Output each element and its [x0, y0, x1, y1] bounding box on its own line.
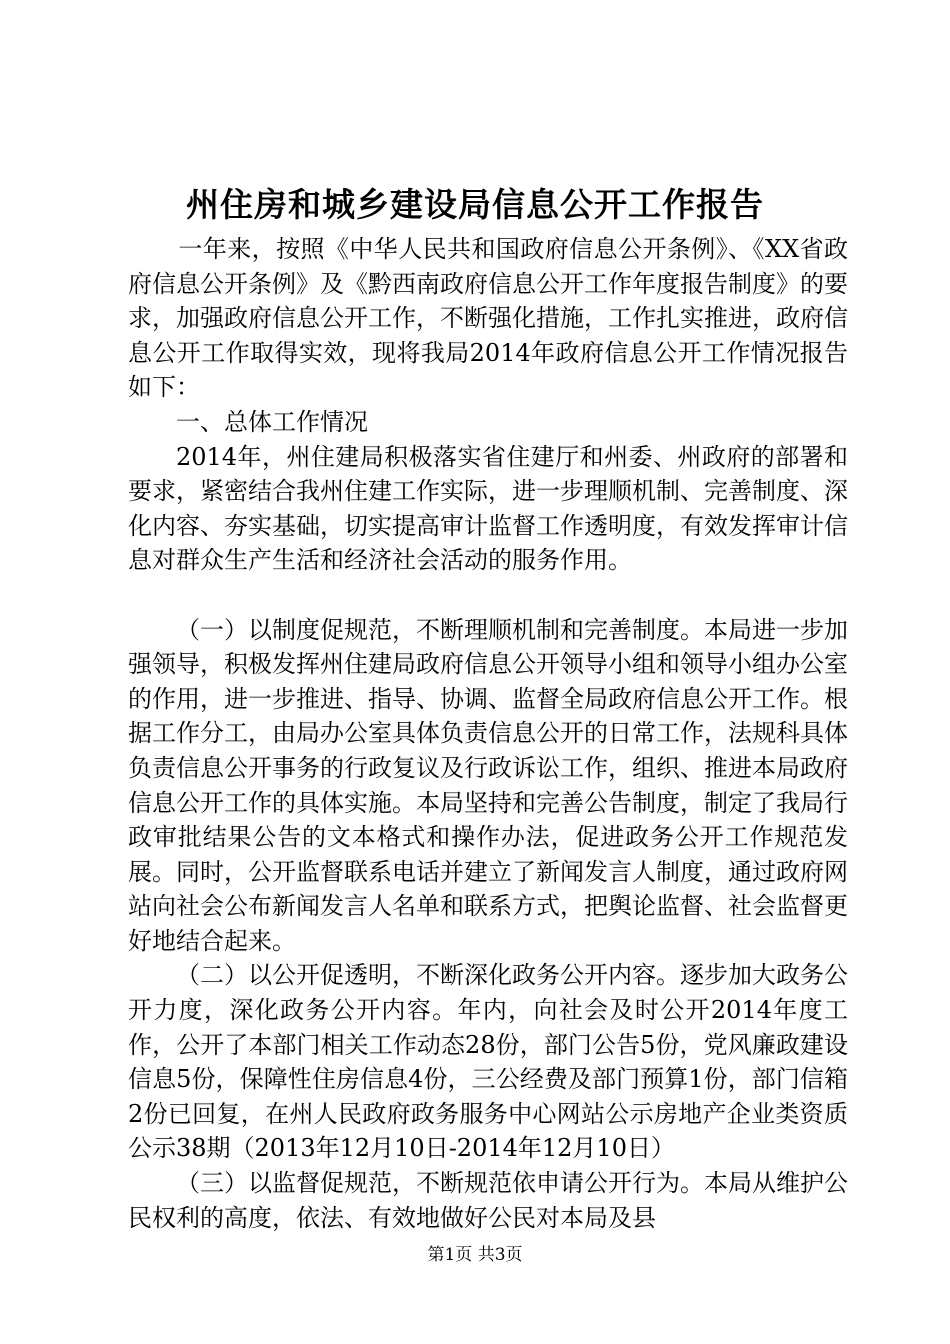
- subsection-2-paragraph: （二）以公开促透明，不断深化政务公开内容。逐步加大政务公开力度，深化政务公开内容。年内，向社会及时公开2014年度工作，公开了本部门相关工作动态28份，部门公告5份，党风廉政建设信息5份，保障性住房信息4份，三公经费及部门预算1份，部门信箱2份已回复，在州人民政府政务服务中心网站公示房地产企业类资质公示38期（2013年12月10日-2014年12月10日）: [128, 961, 848, 1163]
- subsection-3-paragraph: （三）以监督促规范，不断规范依申请公开行为。本局从维护公民权利的高度，依法、有效地做好公民对本局及县: [128, 1169, 848, 1232]
- page-number-footer: 第1页 共3页: [427, 1245, 523, 1265]
- paragraph-spacer: [128, 578, 848, 613]
- document-body: [128, 232, 848, 1235]
- document-title: 州住房和城乡建设局信息公开工作报告: [186, 185, 764, 224]
- subsection-1-paragraph: （一）以制度促规范，不断理顺机制和完善制度。本局进一步加强领导，积极发挥州住建局政府信息公开领导小组和领导小组办公室的作用，进一步推进、指导、协调、监督全局政府信息公开工作。根据工作分工，由局办公室具体负责信息公开的日常工作，法规科具体负责信息公开事务的行政复议及行政诉讼工作，组织、推进本局政府信息公开工作的具体实施。本局坚持和完善公告制度，制定了我局行政审批结果公告的文本格式和操作办法，促进政务公开工作规范发展。同时，公开监督联系电话并建立了新闻发言人制度，通过政府网站向社会公布新闻发言人名单和联系方式，把舆论监督、社会监督更好地结合起来。: [128, 615, 848, 955]
- section-heading: 一、总体工作情况: [176, 407, 368, 436]
- intro-paragraph: 一年来，按照《中华人民共和国政府信息公开条例》、《XX省政府信息公开条例》及《黔西南政府信息公开工作年度报告制度》的要求，加强政府信息公开工作，不断强化措施，工作扎实推进，政府信息公开工作取得实效，现将我局2014年政府信息公开工作情况报告如下：: [128, 235, 848, 402]
- overview-paragraph: 2014年，州住建局积极落实省住建厅和州委、州政府的部署和要求，紧密结合我州住建工作实际，进一步理顺机制、完善制度、深化内容、夯实基础，切实提高审计监督工作透明度，有效发挥审计信息对群众生产生活和经济社会活动的服务作用。: [128, 442, 848, 575]
